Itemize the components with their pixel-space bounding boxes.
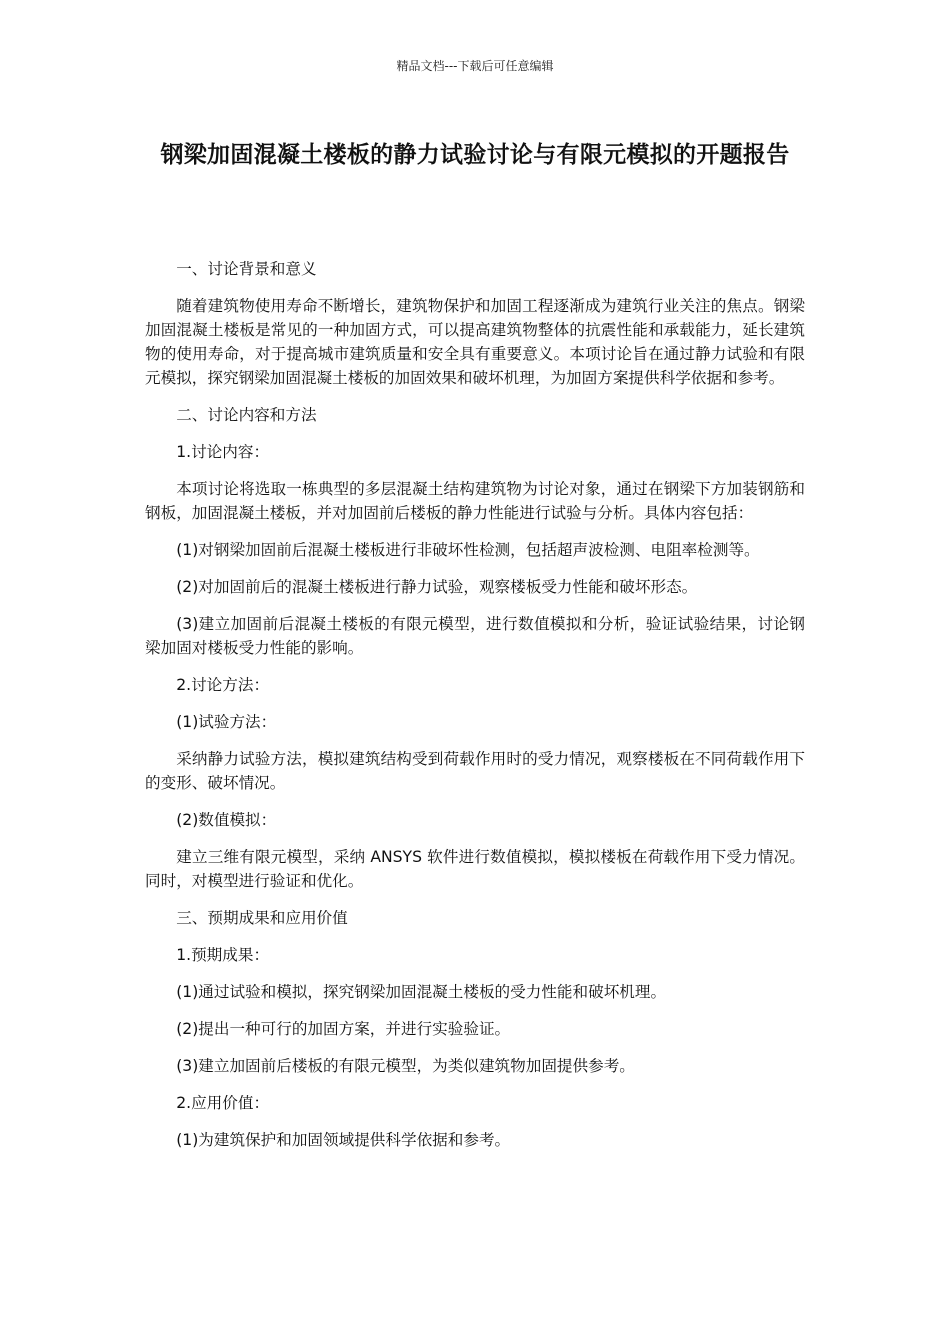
list-item-outcome-2: (2)提出一种可行的加固方案，并进行实验验证。 [176,1020,511,1038]
paragraph-test-method: 采纳静力试验方法，模拟建筑结构受到荷载作用时的受力情况，观察楼板在不同荷载作用下的变形、破坏情况。 [145,750,805,792]
list-item-outcome-1: (1)通过试验和模拟，探究钢梁加固混凝土楼板的受力性能和破坏机理。 [176,983,667,1001]
list-item-outcome-3: (3)建立加固前后楼板的有限元模型，为类似建筑物加固提供参考。 [176,1057,635,1075]
list-item-content-2: (2)对加固前后的混凝土楼板进行静力试验，观察楼板受力性能和破坏形态。 [176,578,698,596]
subheading-numerical-simulation: (2)数值模拟： [176,811,277,829]
document-title: 钢梁加固混凝土楼板的静力试验讨论与有限元模拟的开题报告 [160,142,790,168]
section-heading-content-method: 二、讨论内容和方法 [176,406,317,424]
paragraph-background: 随着建筑物使用寿命不断增长，建筑物保护和加固工程逐渐成为建筑行业关注的焦点。钢梁加固混凝土楼板是常见的一种加固方式，可以提高建筑物整体的抗震性能和承载能力，延长建筑物的使用寿命，对于提高城市建筑质量和安全具有重要意义。本项讨论旨在通过静力试验和有限元模拟，探究钢梁加固混凝土楼板的加固效果和破坏机理，为加固方案提供科学依据和参考。 [145,297,805,387]
paragraph-numerical-simulation: 建立三维有限元模型，采纳 ANSYS 软件进行数值模拟，模拟楼板在荷载作用下受力情况。同时，对模型进行验证和优化。 [145,848,805,890]
list-item-content-1: (1)对钢梁加固前后混凝土楼板进行非破坏性检测，包括超声波检测、电阻率检测等。 [176,541,760,559]
subheading-expected-outcomes: 1.预期成果： [176,946,270,964]
paragraph-content: 本项讨论将选取一栋典型的多层混凝土结构建筑物为讨论对象，通过在钢梁下方加装钢筋和钢板，加固混凝土楼板，并对加固前后楼板的静力性能进行试验与分析。具体内容包括： [145,480,805,522]
section-heading-background: 一、讨论背景和意义 [176,260,317,278]
subheading-test-method: (1)试验方法： [176,713,277,731]
document-body [145,257,805,1165]
list-item-content-3: (3)建立加固前后混凝土楼板的有限元模型，进行数值模拟和分析，验证试验结果，讨论钢梁加固对楼板受力性能的影响。 [145,615,805,657]
section-heading-outcomes: 三、预期成果和应用价值 [176,909,348,927]
subheading-application-value: 2.应用价值： [176,1094,270,1112]
header-note: 精品文档---下载后可任意编辑 [396,59,554,73]
list-item-value-1: (1)为建筑保护和加固领域提供科学依据和参考。 [176,1131,511,1149]
subheading-content: 1.讨论内容： [176,443,270,461]
subheading-method: 2.讨论方法： [176,676,270,694]
